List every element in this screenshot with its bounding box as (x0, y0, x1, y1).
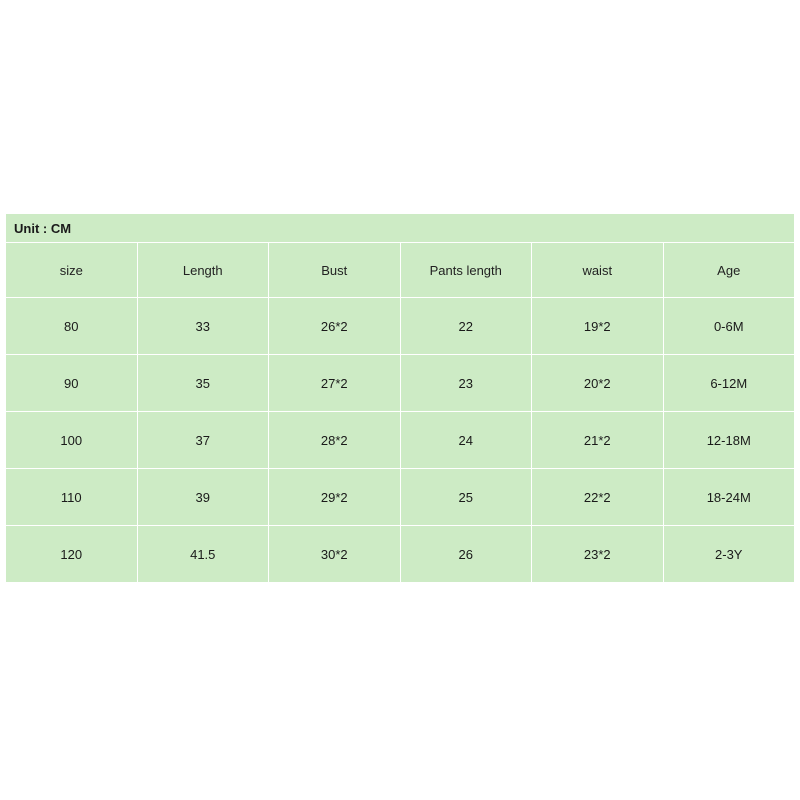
cell-waist: 23*2 (532, 526, 664, 583)
cell-age: 0-6M (663, 298, 795, 355)
cell-age: 2-3Y (663, 526, 795, 583)
cell-size: 100 (6, 412, 138, 469)
cell-waist: 22*2 (532, 469, 664, 526)
table-row (6, 526, 795, 583)
cell-size: 80 (6, 298, 138, 355)
column-header-length: Length (137, 243, 269, 298)
cell-waist: 20*2 (532, 355, 664, 412)
cell-waist: 21*2 (532, 412, 664, 469)
column-header-pants-length: Pants length (400, 243, 532, 298)
cell-pants-length: 22 (400, 298, 532, 355)
cell-length: 35 (137, 355, 269, 412)
table-row (6, 412, 795, 469)
table-row (6, 298, 795, 355)
cell-length: 33 (137, 298, 269, 355)
cell-pants-length: 24 (400, 412, 532, 469)
table-row (6, 355, 795, 412)
cell-bust: 29*2 (269, 469, 401, 526)
cell-age: 12-18M (663, 412, 795, 469)
column-header-bust: Bust (269, 243, 401, 298)
cell-pants-length: 26 (400, 526, 532, 583)
cell-bust: 26*2 (269, 298, 401, 355)
size-chart-table (5, 213, 795, 583)
cell-length: 37 (137, 412, 269, 469)
unit-row (6, 214, 795, 243)
cell-size: 110 (6, 469, 138, 526)
cell-length: 41.5 (137, 526, 269, 583)
cell-size: 90 (6, 355, 138, 412)
column-header-age: Age (663, 243, 795, 298)
table-header-row (6, 243, 795, 298)
cell-bust: 30*2 (269, 526, 401, 583)
column-header-waist: waist (532, 243, 664, 298)
cell-pants-length: 23 (400, 355, 532, 412)
cell-age: 18-24M (663, 469, 795, 526)
cell-age: 6-12M (663, 355, 795, 412)
cell-bust: 28*2 (269, 412, 401, 469)
column-header-size: size (6, 243, 138, 298)
cell-pants-length: 25 (400, 469, 532, 526)
unit-label: Unit : CM (6, 214, 795, 243)
table-row (6, 469, 795, 526)
cell-length: 39 (137, 469, 269, 526)
cell-waist: 19*2 (532, 298, 664, 355)
cell-size: 120 (6, 526, 138, 583)
cell-bust: 27*2 (269, 355, 401, 412)
